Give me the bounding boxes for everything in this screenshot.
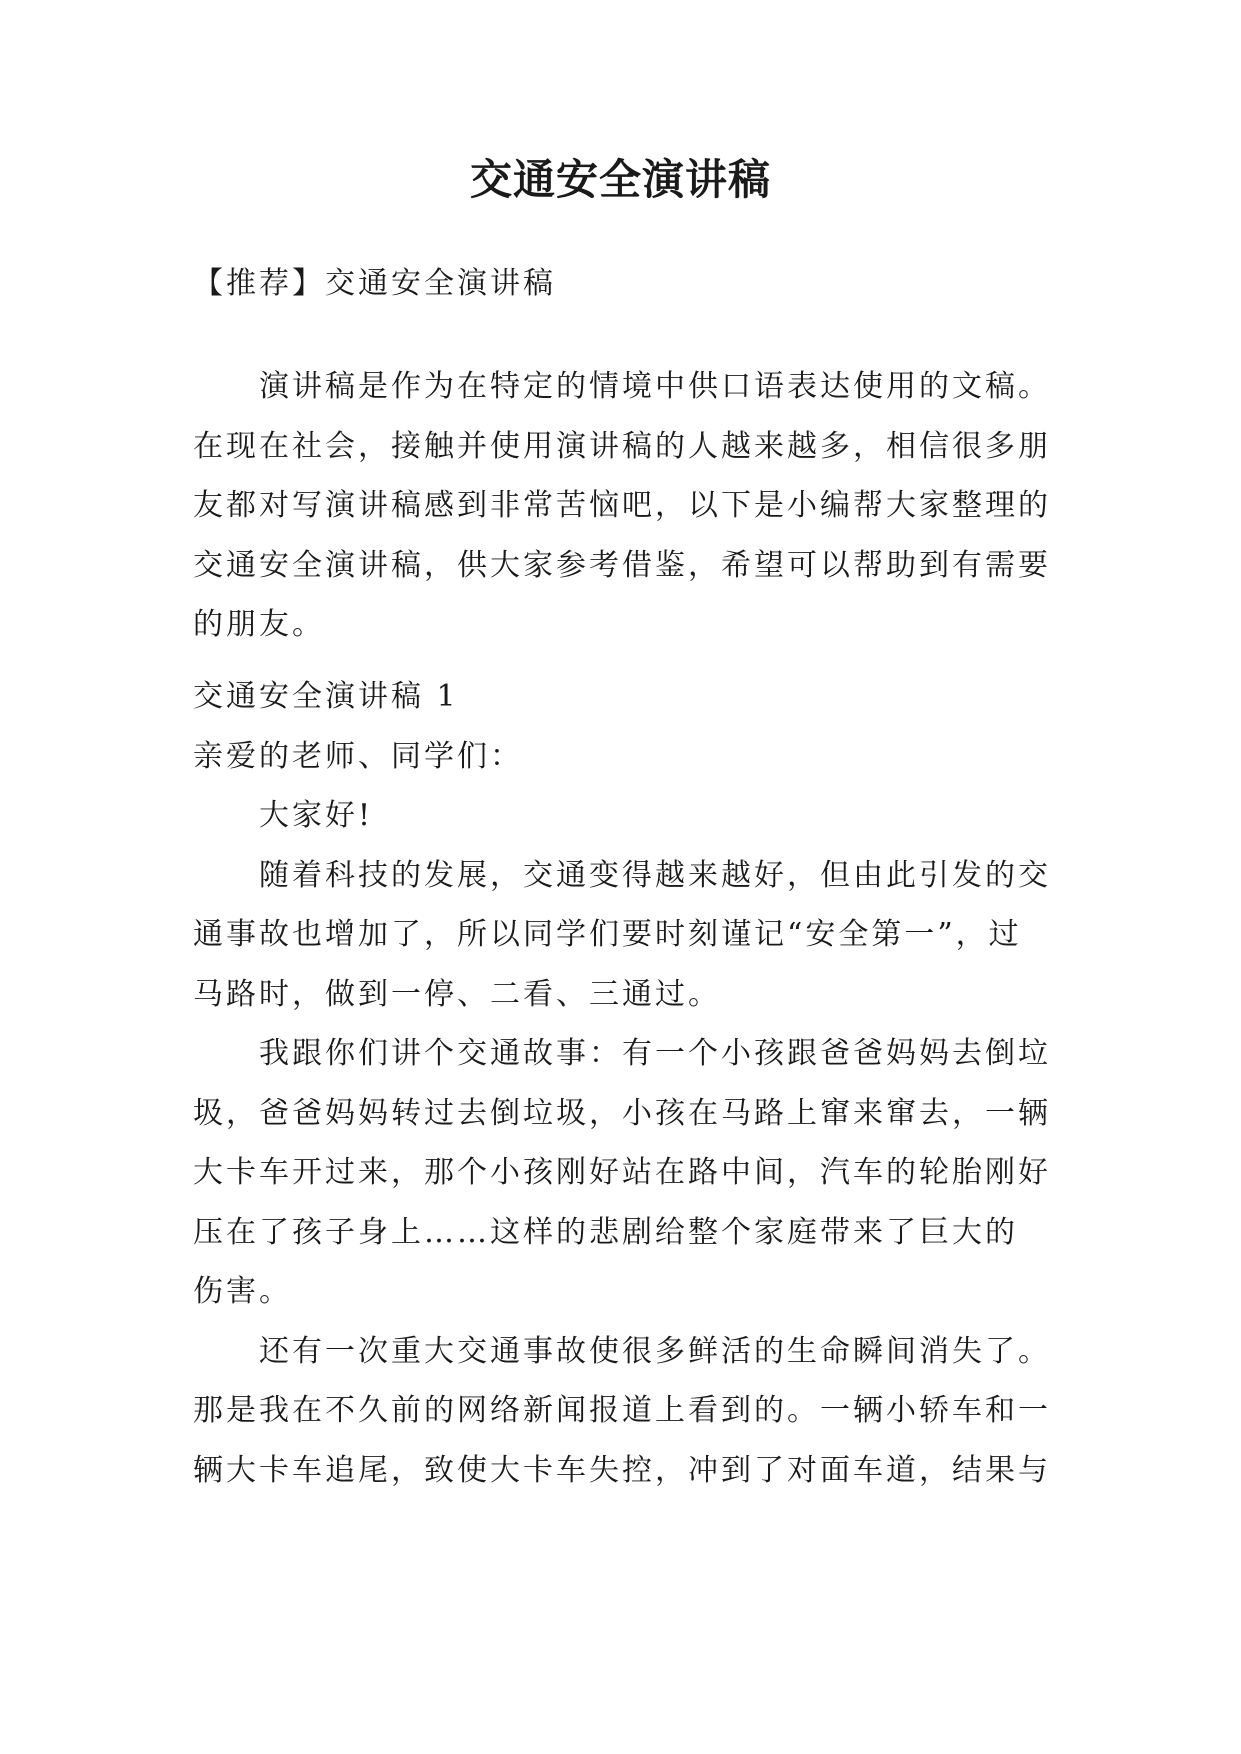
- para1-line: 马路时，做到一停、二看、三通过。: [193, 976, 721, 1012]
- para2-line: 压在了孩子身上……这样的悲剧给整个家庭带来了巨大的: [193, 1214, 1018, 1250]
- intro-line: 交通安全演讲稿，供大家参考借鉴，希望可以帮助到有需要: [193, 547, 1051, 583]
- para1-line: 随着科技的发展，交通变得越来越好，但由此引发的交: [259, 857, 1051, 893]
- intro-line: 的朋友。: [193, 607, 325, 642]
- greeting: 大家好!: [259, 798, 374, 833]
- para3-line: 辆大卡车追尾，致使大卡车失控，冲到了对面车道，结果与: [193, 1452, 1051, 1488]
- recommend-line: 【推荐】交通安全演讲稿: [193, 266, 556, 301]
- intro-line: 在现在社会，接触并使用演讲稿的人越来越多，相信很多朋: [193, 428, 1051, 464]
- para3-line: 那是我在不久前的网络新闻报道上看到的。一辆小轿车和一: [193, 1393, 1051, 1428]
- document-title: 交通安全演讲稿: [469, 155, 771, 204]
- intro-line: 友都对写演讲稿感到非常苦恼吧，以下是小编帮大家整理的: [193, 488, 1051, 523]
- para2-line: 我跟你们讲个交通故事：有一个小孩跟爸爸妈妈去倒垃: [259, 1036, 1051, 1071]
- para3-line: 还有一次重大交通事故使很多鲜活的生命瞬间消失了。: [259, 1333, 1051, 1369]
- para2-line: 大卡车开过来，那个小孩刚好站在路中间，汽车的轮胎刚好: [193, 1155, 1051, 1190]
- section-block: [193, 667, 1053, 1500]
- para2-line: 伤害。: [193, 1274, 292, 1309]
- intro-line: 演讲稿是作为在特定的情境中供口语表达使用的文稿。: [259, 369, 1051, 404]
- section-title: 交通安全演讲稿 1: [193, 679, 459, 714]
- salutation: 亲爱的老师、同学们：: [193, 738, 523, 774]
- para1-line: 通事故也增加了，所以同学们要时刻谨记“安全第一”，过: [193, 917, 1022, 952]
- intro-paragraph: [193, 357, 1053, 655]
- para2-line: 圾，爸爸妈妈转过去倒垃圾，小孩在马路上窜来窜去，一辆: [193, 1095, 1051, 1131]
